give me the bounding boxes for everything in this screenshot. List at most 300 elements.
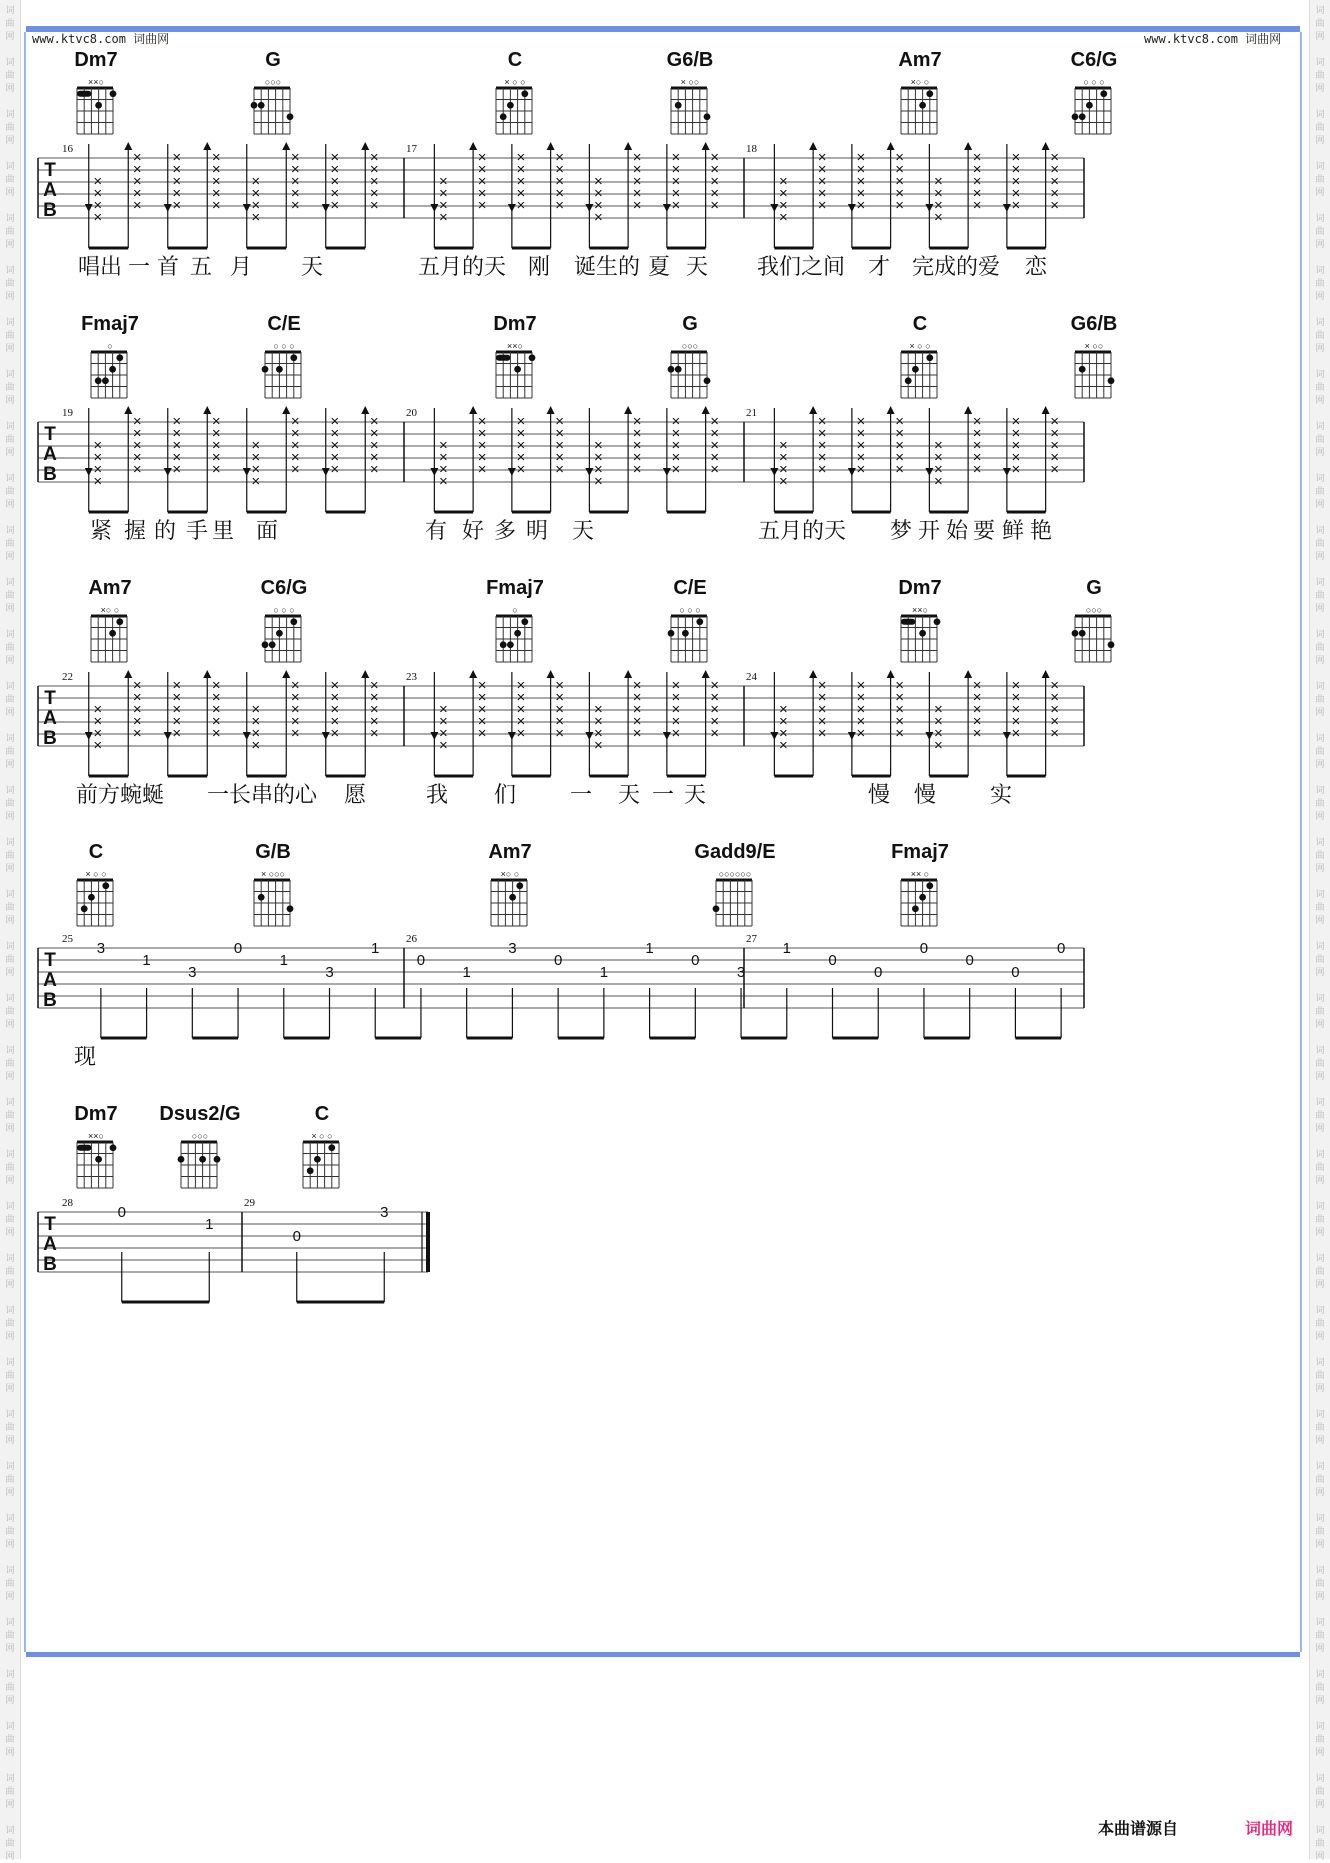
watermark-text: 词 曲 网 (1315, 1513, 1325, 1549)
muted-note: × (856, 725, 866, 742)
chord-name: C (507, 49, 523, 71)
strum-down-arrow (430, 204, 438, 212)
muted-note: × (710, 689, 720, 706)
lyric-syllable: 艳 (1030, 519, 1053, 544)
muted-note: × (93, 209, 103, 226)
strum-down-arrow (85, 732, 93, 740)
muted-note: × (593, 197, 603, 214)
muted-note: × (1011, 185, 1021, 202)
watermark-text: 词 曲 网 (5, 785, 15, 821)
muted-note: × (251, 197, 261, 214)
muted-note: × (778, 737, 788, 754)
muted-note: × (330, 185, 340, 202)
fret-number: 0 (919, 940, 929, 957)
strum-down-arrow (508, 732, 516, 740)
fret-number: 0 (691, 952, 700, 969)
chord-name: C (912, 313, 928, 335)
lyric-syllable: 天 (572, 519, 595, 544)
muted-note: × (933, 185, 943, 202)
muted-note: × (593, 437, 603, 454)
fret-number: 1 (782, 940, 791, 957)
muted-note: × (710, 149, 720, 166)
muted-note: × (132, 713, 142, 730)
strum-down-arrow (243, 204, 251, 212)
muted-note: × (438, 725, 448, 742)
lyric-syllable: 里 (212, 519, 235, 544)
watermark-text: 词 曲 网 (5, 161, 15, 197)
muted-note: × (172, 161, 182, 178)
watermark-text: 词 曲 网 (1315, 681, 1325, 717)
fret-number: 1 (205, 1216, 214, 1233)
muted-note: × (972, 161, 982, 178)
muted-note: × (671, 461, 681, 478)
strum-down-arrow (85, 204, 93, 212)
muted-note: × (211, 713, 221, 730)
watermark-text: 词 曲 网 (1315, 1825, 1325, 1861)
muted-note: × (172, 437, 182, 454)
muted-note: × (856, 149, 866, 166)
finger-dot (521, 90, 528, 97)
muted-note: × (132, 461, 142, 478)
strum-down-arrow (430, 732, 438, 740)
watermark-text: 词 曲 网 (5, 1461, 15, 1497)
finger-dot (507, 102, 514, 109)
strum-up-arrow (282, 670, 290, 678)
chord-name: C6/G (260, 577, 308, 599)
muted-note: × (211, 689, 221, 706)
muted-note: × (895, 437, 905, 454)
strum-up-arrow (203, 670, 211, 678)
strum-up-arrow (361, 670, 369, 678)
watermark-text: 词 曲 网 (1315, 1669, 1325, 1705)
muted-note: × (93, 197, 103, 214)
muted-note: × (290, 161, 300, 178)
barre-mark (496, 355, 510, 361)
finger-dot (1086, 102, 1093, 109)
open-muted-marks: ○ ○ ○ (273, 341, 295, 351)
open-muted-marks: ×○ ○ (500, 869, 520, 879)
muted-note: × (1011, 713, 1021, 730)
muted-note: × (330, 677, 340, 694)
watermark-text: 词 曲 网 (1315, 733, 1325, 769)
fret-number: 3 (736, 964, 746, 981)
strum-up-arrow (702, 142, 710, 150)
strum-up-arrow (124, 670, 132, 678)
strum-up-arrow (469, 406, 477, 414)
muted-note: × (251, 173, 261, 190)
watermark-text: 词 曲 网 (1315, 1097, 1325, 1133)
muted-note: × (671, 677, 681, 694)
strum-up-arrow (547, 670, 555, 678)
lyric-syllable: 好 (462, 519, 485, 544)
muted-note: × (710, 425, 720, 442)
muted-note: × (330, 461, 340, 478)
muted-note: × (290, 173, 300, 190)
strum-up-arrow (282, 406, 290, 414)
muted-note: × (817, 425, 827, 442)
muted-note: × (555, 689, 565, 706)
watermark-text: 词 曲 网 (5, 213, 15, 249)
watermark-text: 词 曲 网 (5, 1513, 15, 1549)
watermark-text: 词 曲 网 (1315, 1045, 1325, 1081)
muted-note: × (132, 161, 142, 178)
muted-note: × (251, 437, 261, 454)
muted-note: × (671, 413, 681, 430)
muted-note: × (330, 449, 340, 466)
muted-note: × (817, 449, 827, 466)
muted-note: × (172, 413, 182, 430)
strum-down-arrow (925, 732, 933, 740)
chord-name: Dm7 (74, 1103, 118, 1125)
muted-note: × (132, 173, 142, 190)
fret-number: 0 (553, 952, 563, 969)
fret-number: 1 (645, 940, 654, 957)
muted-note: × (330, 437, 340, 454)
muted-note: × (132, 185, 142, 202)
chord-name: Dm7 (898, 577, 942, 599)
tab-clef-letter: B (43, 990, 57, 1011)
fret-number: 0 (117, 1204, 126, 1221)
tab-clef-letter: T (44, 160, 56, 181)
muted-note: × (438, 461, 448, 478)
muted-note: × (132, 413, 142, 430)
muted-note: × (778, 185, 788, 202)
watermark-text: 词 曲 网 (5, 889, 15, 925)
strum-down-arrow (430, 468, 438, 476)
lyric-syllable: 夏 (648, 255, 671, 280)
watermark-text: 词 曲 网 (5, 473, 15, 509)
open-muted-marks: ××○ (88, 77, 104, 87)
finger-dot (116, 354, 123, 361)
muted-note: × (632, 701, 642, 718)
muted-note: × (593, 461, 603, 478)
muted-note: × (477, 437, 487, 454)
muted-note: × (477, 185, 487, 202)
strum-up-arrow (964, 670, 972, 678)
open-muted-marks: ×○ ○ (100, 605, 120, 615)
finger-dot (934, 618, 941, 625)
muted-note: × (778, 173, 788, 190)
muted-note: × (972, 413, 982, 430)
muted-note: × (1011, 725, 1021, 742)
muted-note: × (251, 449, 261, 466)
fret-number: 0 (965, 952, 974, 969)
muted-note: × (516, 461, 526, 478)
measure-number: 29 (244, 1197, 255, 1209)
lyric-syllable: 一长串的心 (207, 783, 318, 808)
strum-up-arrow (624, 142, 632, 150)
muted-note: × (172, 149, 182, 166)
strum-down-arrow (848, 732, 856, 740)
muted-note: × (211, 677, 221, 694)
strum-up-arrow (809, 142, 817, 150)
muted-note: × (369, 425, 379, 442)
watermark-text: 词 曲 网 (1315, 629, 1325, 665)
lyric-syllable: 我们之间 (757, 255, 846, 280)
muted-note: × (895, 461, 905, 478)
strum-up-arrow (624, 670, 632, 678)
muted-note: × (895, 173, 905, 190)
muted-note: × (632, 173, 642, 190)
muted-note: × (438, 473, 448, 490)
measure-number: 27 (746, 933, 757, 945)
muted-note: × (856, 677, 866, 694)
muted-note: × (710, 185, 720, 202)
muted-note: × (93, 701, 103, 718)
strum-up-arrow (547, 406, 555, 414)
finger-dot (912, 366, 919, 373)
muted-note: × (895, 425, 905, 442)
finger-dot (307, 1167, 314, 1174)
finger-dot (102, 882, 109, 889)
muted-note: × (516, 197, 526, 214)
muted-note: × (555, 149, 565, 166)
lyric-syllable: 鲜 (1002, 519, 1025, 544)
watermark-text: 词 曲 网 (5, 1617, 15, 1653)
muted-note: × (477, 701, 487, 718)
muted-note: × (933, 737, 943, 754)
finger-dot (926, 882, 933, 889)
finger-dot (88, 894, 95, 901)
muted-note: × (290, 413, 300, 430)
finger-dot (328, 1144, 335, 1151)
strum-up-arrow (282, 142, 290, 150)
muted-note: × (330, 725, 340, 742)
fret-number: 0 (292, 1228, 301, 1245)
footer-brand-link[interactable]: 词曲网 (1245, 1821, 1294, 1838)
muted-note: × (251, 209, 261, 226)
finger-dot (1079, 113, 1086, 120)
muted-note: × (817, 185, 827, 202)
finger-dot (926, 354, 933, 361)
watermark-text: 词 曲 网 (1315, 57, 1325, 93)
fret-number: 3 (188, 964, 197, 981)
lyric-syllable: 实 (990, 783, 1013, 808)
finger-dot (1079, 630, 1086, 637)
fret-number: 0 (416, 952, 426, 969)
measure-number: 18 (746, 143, 757, 155)
muted-note: × (290, 461, 300, 478)
watermark-text: 词 曲 网 (1315, 577, 1325, 613)
lyric-syllable: 多 (494, 519, 517, 544)
muted-note: × (132, 197, 142, 214)
muted-note: × (895, 449, 905, 466)
muted-note: × (172, 197, 182, 214)
finger-dot (287, 905, 294, 912)
chord-name: G/B (255, 841, 291, 863)
measure-number: 24 (746, 671, 757, 683)
strum-down-arrow (85, 468, 93, 476)
measure-number: 17 (406, 143, 417, 155)
muted-note: × (132, 449, 142, 466)
muted-note: × (132, 149, 142, 166)
finger-dot (905, 377, 912, 384)
muted-note: × (251, 725, 261, 742)
watermark-text: 词 曲 网 (5, 577, 15, 613)
muted-note: × (211, 425, 221, 442)
tab-clef-letter: T (44, 950, 56, 971)
lyric-syllable: 一 (128, 255, 151, 280)
lyric-syllable: 愿 (344, 783, 367, 808)
fret-number: 3 (325, 964, 334, 981)
finger-dot (269, 641, 276, 648)
muted-note: × (290, 725, 300, 742)
strum-down-arrow (663, 204, 671, 212)
muted-note: × (93, 713, 103, 730)
finger-dot (1072, 630, 1079, 637)
muted-note: × (172, 689, 182, 706)
strum-down-arrow (585, 204, 593, 212)
muted-note: × (438, 737, 448, 754)
muted-note: × (369, 701, 379, 718)
watermark-text: 词 曲 网 (5, 369, 15, 405)
watermark-text: 词 曲 网 (1315, 1149, 1325, 1185)
finger-dot (314, 1156, 321, 1163)
strum-down-arrow (243, 732, 251, 740)
muted-note: × (1011, 461, 1021, 478)
tab-clef-letter: A (43, 444, 57, 465)
muted-note: × (895, 197, 905, 214)
muted-note: × (632, 413, 642, 430)
muted-note: × (856, 437, 866, 454)
muted-note: × (856, 689, 866, 706)
watermark-text: 词 曲 网 (1315, 109, 1325, 145)
tab-clef-letter: B (43, 728, 57, 749)
strum-down-arrow (1003, 468, 1011, 476)
muted-note: × (477, 677, 487, 694)
muted-note: × (817, 173, 827, 190)
muted-note: × (330, 425, 340, 442)
muted-note: × (856, 449, 866, 466)
muted-note: × (632, 689, 642, 706)
finger-dot (919, 630, 926, 637)
muted-note: × (710, 713, 720, 730)
measure-number: 20 (406, 407, 417, 419)
muted-note: × (251, 461, 261, 478)
muted-note: × (1011, 425, 1021, 442)
strum-down-arrow (585, 732, 593, 740)
muted-note: × (555, 161, 565, 178)
fret-number: 1 (279, 952, 288, 969)
finger-dot (514, 630, 521, 637)
strum-up-arrow (964, 142, 972, 150)
lyric-syllable: 始 (946, 519, 969, 544)
fret-number: 0 (874, 964, 883, 981)
watermark-text: 词 曲 网 (1315, 265, 1325, 301)
muted-note: × (1011, 197, 1021, 214)
finger-dot (287, 113, 294, 120)
strum-up-arrow (1042, 670, 1050, 678)
muted-note: × (290, 197, 300, 214)
watermark-text: 词 曲 网 (5, 1409, 15, 1445)
muted-note: × (555, 713, 565, 730)
muted-note: × (817, 197, 827, 214)
chord-name: G (682, 313, 698, 335)
finger-dot (290, 354, 297, 361)
lyric-syllable: 恋 (1025, 255, 1048, 280)
strum-down-arrow (1003, 204, 1011, 212)
muted-note: × (438, 209, 448, 226)
fret-number: 3 (96, 940, 106, 957)
watermark-text: 词 曲 网 (5, 1565, 15, 1601)
muted-note: × (632, 713, 642, 730)
watermark-text: 词 曲 网 (1315, 1461, 1325, 1497)
muted-note: × (93, 725, 103, 742)
measure-number: 22 (62, 671, 73, 683)
chord-name: Gadd9/E (694, 841, 776, 863)
open-muted-marks: ××○ (912, 605, 928, 615)
watermark-text: 词 曲 网 (5, 1253, 15, 1289)
muted-note: × (593, 701, 603, 718)
tab-clef-letter: B (43, 200, 57, 221)
muted-note: × (671, 437, 681, 454)
tab-clef-letter: A (43, 708, 57, 729)
muted-note: × (290, 437, 300, 454)
muted-note: × (369, 689, 379, 706)
open-muted-marks: × ○○ (1084, 341, 1104, 351)
watermark-text: 词 曲 网 (1315, 317, 1325, 353)
muted-note: × (856, 461, 866, 478)
muted-note: × (477, 173, 487, 190)
tab-clef-letter: B (43, 1254, 57, 1275)
watermark-text: 词 曲 网 (1315, 1565, 1325, 1601)
muted-note: × (251, 737, 261, 754)
lyric-syllable: 们 (494, 783, 517, 808)
open-muted-marks: × ○○ (680, 77, 700, 87)
muted-note: × (516, 185, 526, 202)
muted-note: × (972, 173, 982, 190)
lyric-syllable: 要 (973, 519, 996, 544)
tab-clef-letter: T (44, 688, 56, 709)
open-muted-marks: ○○○ (681, 341, 699, 351)
muted-note: × (856, 161, 866, 178)
strum-down-arrow (663, 468, 671, 476)
lyric-syllable: 一 (652, 783, 675, 808)
muted-note: × (555, 701, 565, 718)
tab-clef-letter: T (44, 424, 56, 445)
muted-note: × (856, 185, 866, 202)
muted-note: × (477, 197, 487, 214)
muted-note: × (516, 689, 526, 706)
chord-name: G6/B (666, 49, 714, 71)
open-muted-marks: ○ (107, 341, 113, 351)
muted-note: × (972, 425, 982, 442)
fret-number: 1 (142, 952, 151, 969)
barre-mark (77, 91, 91, 97)
barre-mark (77, 1145, 91, 1151)
muted-note: × (895, 413, 905, 430)
finger-dot (926, 90, 933, 97)
finger-dot (102, 377, 109, 384)
strum-up-arrow (809, 670, 817, 678)
muted-note: × (933, 713, 943, 730)
chord-name: G (1086, 577, 1102, 599)
muted-note: × (211, 449, 221, 466)
open-muted-marks: × ○ ○ (504, 77, 526, 87)
muted-note: × (369, 149, 379, 166)
watermark-text: 词 曲 网 (5, 1149, 15, 1185)
muted-note: × (817, 149, 827, 166)
watermark-text: 词 曲 网 (1315, 889, 1325, 925)
watermark-text: 词 曲 网 (5, 1773, 15, 1809)
muted-note: × (895, 713, 905, 730)
muted-note: × (710, 677, 720, 694)
muted-note: × (290, 701, 300, 718)
watermark-text: 词 曲 网 (5, 1097, 15, 1133)
watermark-text: 词 曲 网 (1315, 1201, 1325, 1237)
muted-note: × (632, 161, 642, 178)
muted-note: × (516, 413, 526, 430)
